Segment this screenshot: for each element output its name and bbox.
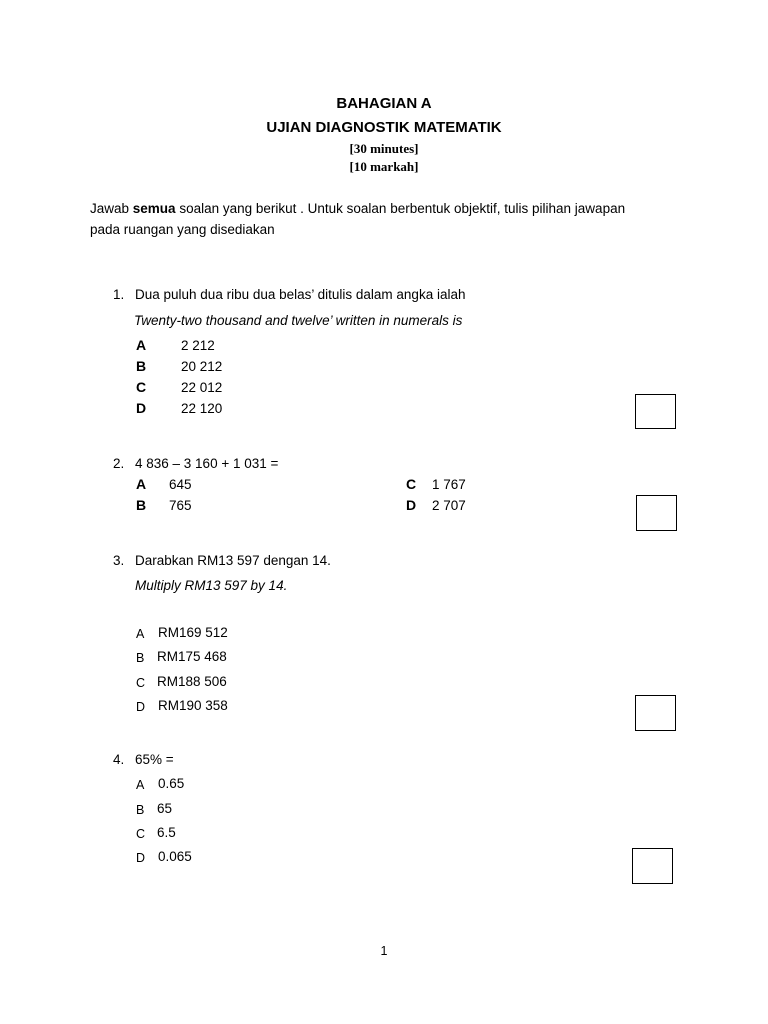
- question-text: 4 836 – 3 160 + 1 031 =: [135, 456, 279, 471]
- question-number: 3.: [113, 553, 125, 568]
- question-text-english: Multiply RM13 597 by 14.: [135, 578, 288, 593]
- option-letter-b: B: [136, 358, 147, 374]
- option-value-a: RM169 512: [158, 625, 228, 640]
- option-letter-d: D: [136, 851, 146, 865]
- option-letter-a: A: [136, 778, 145, 792]
- option-value-c: 1 767: [432, 477, 466, 492]
- option-value-d: RM190 358: [158, 698, 228, 713]
- option-letter-d: D: [136, 400, 147, 416]
- option-letter-b: B: [136, 651, 145, 665]
- question-number: 4.: [113, 752, 125, 767]
- option-value-c: RM188 506: [157, 674, 227, 689]
- section-title: BAHAGIAN A: [336, 95, 432, 112]
- marks-label: [10 markah]: [349, 159, 419, 174]
- page-number: 1: [380, 944, 388, 958]
- option-value-d: 0.065: [158, 849, 192, 864]
- option-letter-b: B: [136, 803, 145, 817]
- option-value-b: 65: [157, 801, 173, 816]
- question-number: 1.: [113, 287, 125, 302]
- answer-box[interactable]: [632, 848, 673, 884]
- answer-box[interactable]: [635, 695, 676, 731]
- question-text: Darabkan RM13 597 dengan 14.: [135, 553, 331, 568]
- option-value-b: 20 212: [181, 359, 223, 374]
- option-value-c: 6.5: [157, 825, 176, 840]
- option-letter-d: D: [406, 497, 417, 513]
- option-letter-b: B: [136, 497, 147, 513]
- answer-box[interactable]: [636, 495, 677, 531]
- instructions-line-1: [90, 199, 625, 219]
- option-value-a: 2 212: [181, 338, 215, 353]
- question-text: Dua puluh dua ribu dua belas’ ditulis dalam angka ialah: [135, 287, 466, 302]
- option-value-a: 645: [169, 477, 192, 492]
- instructions-text-start: Jawab: [90, 201, 133, 216]
- instructions-text-end: soalan yang berikut . Untuk soalan berbentuk objektif, tulis pilihan jawapan: [175, 201, 626, 216]
- question-text-english: Twenty-two thousand and twelve’ written in numerals is: [134, 313, 463, 328]
- answer-box[interactable]: [635, 394, 676, 429]
- option-letter-d: D: [136, 700, 146, 714]
- option-value-c: 22 012: [181, 380, 223, 395]
- question-number: 2.: [113, 456, 125, 471]
- test-title: UJIAN DIAGNOSTIK MATEMATIK: [266, 119, 502, 136]
- option-value-b: 765: [169, 498, 192, 513]
- instructions-emphasis: semua: [132, 201, 176, 216]
- option-letter-c: C: [136, 379, 147, 395]
- instructions-line-2: pada ruangan yang disediakan: [90, 222, 275, 237]
- option-value-d: 22 120: [181, 401, 223, 416]
- option-value-a: 0.65: [158, 776, 185, 791]
- option-letter-c: C: [136, 827, 146, 841]
- option-value-d: 2 707: [432, 498, 466, 513]
- option-letter-a: A: [136, 476, 147, 492]
- duration-label: [30 minutes]: [349, 141, 419, 156]
- option-letter-c: C: [136, 676, 146, 690]
- option-letter-c: C: [406, 476, 417, 492]
- question-text: 65% =: [135, 752, 174, 767]
- option-letter-a: A: [136, 337, 147, 353]
- option-value-b: RM175 468: [157, 649, 227, 664]
- option-letter-a: A: [136, 627, 145, 641]
